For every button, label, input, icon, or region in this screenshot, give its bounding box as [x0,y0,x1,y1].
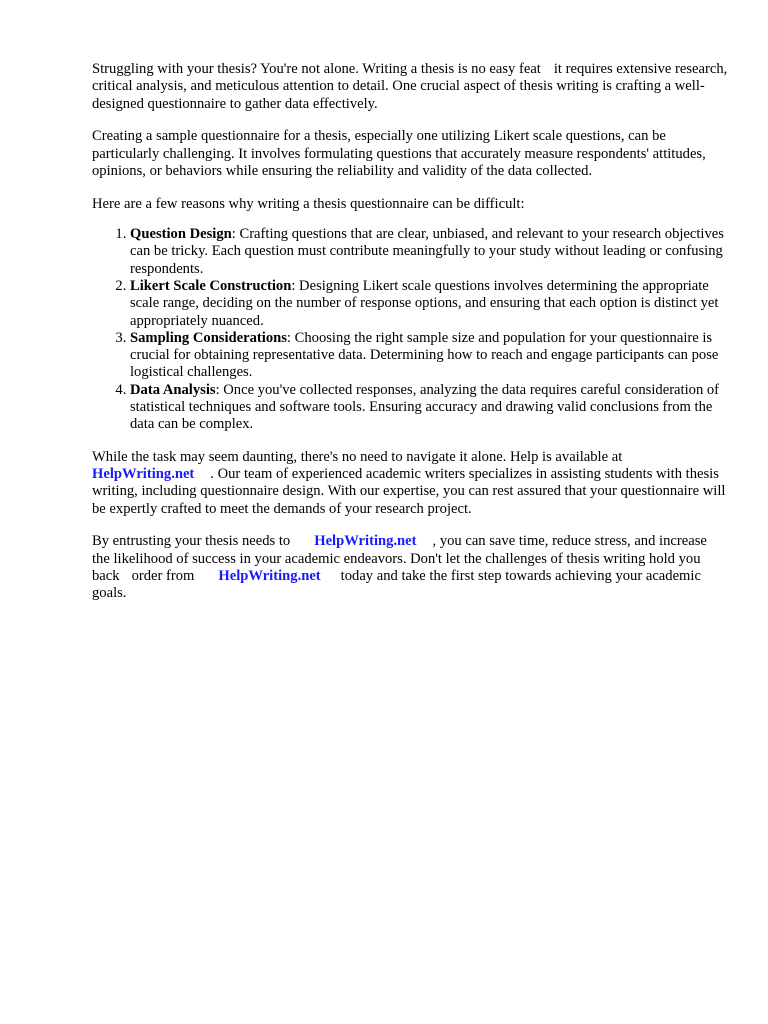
list-item [130,226,728,278]
closing-middle: , you can save time, reduce stress, and increase the likelihood of success in your academic endeavors. Don't let the challenges of thesis writing hold you back [92,533,707,584]
list-item-text: : Once you've collected responses, analyzing the data requires careful consideration of statistical techniques and software tools. Ensuring accuracy and drawing valid conclusions from the data can be complex. [130,381,720,433]
reasons-list [92,226,728,434]
list-item-term: Data Analysis [130,381,216,398]
helpwriting-link[interactable]: HelpWriting.net [314,533,417,550]
list-item [130,330,728,382]
closing-paragraph [92,533,728,602]
helpwriting-link[interactable]: HelpWriting.net [218,567,321,584]
list-item [130,382,728,434]
list-item-text: : Designing Likert scale questions involves determining the appropriate scale range, deciding on the number of response options, and ensuring that each option is distinct yet appropriately nuanced. [130,277,719,329]
help-paragraph-start: While the task may seem daunting, there's no need to navigate it alone. Help is available at [92,448,623,465]
help-paragraph [92,449,728,518]
list-intro: Here are a few reasons why writing a thesis questionnaire can be difficult: [92,195,525,212]
intro-paragraph-start: Struggling with your thesis? You're not alone. Writing a thesis is no easy feat [92,61,541,77]
intro-paragraph-rest: it requires extensive research, critical analysis, and meticulous attention to detail. One crucial aspect of thesis writing is crafting a well-designed questionnaire to gather data effectively. [92,61,728,112]
closing-start: By entrusting your thesis needs to [92,533,291,550]
closing-end: today and take the first step towards achieving your academic goals. [92,567,701,602]
list-item-text: : Choosing the right sample size and population for your questionnaire is crucial for obtaining representative data. Determining how to reach and engage participants can pose logistical challenges. [130,329,719,381]
second-paragraph: Creating a sample questionnaire for a thesis, especially one utilizing Likert scale questions, can be particularly challenging. It involves formulating questions that accurately measure respondents' attitudes, opinions, or behaviors while ensuring the reliability and validity of the data collected. [92,128,706,179]
help-paragraph-rest: . Our team of experienced academic writers specializes in assisting students with thesis writing, including questionnaire design. With our expertise, you can rest assured that your questionnaire will be expertly crafted to meet the demands of your research project. [92,465,726,517]
list-item-term: Sampling Considerations [130,329,287,346]
intro-paragraph [92,61,728,113]
document-page [92,61,728,618]
list-item [130,278,728,330]
list-item-text: : Crafting questions that are clear, unbiased, and relevant to your research objectives can be tricky. Each question must contribute meaningfully to your study without leading or confusing respondents. [130,226,724,277]
list-item-term: Question Design [130,226,232,243]
list-item-term: Likert Scale Construction [130,277,292,294]
closing-order: order from [131,567,195,584]
helpwriting-link[interactable]: HelpWriting.net [92,465,195,482]
